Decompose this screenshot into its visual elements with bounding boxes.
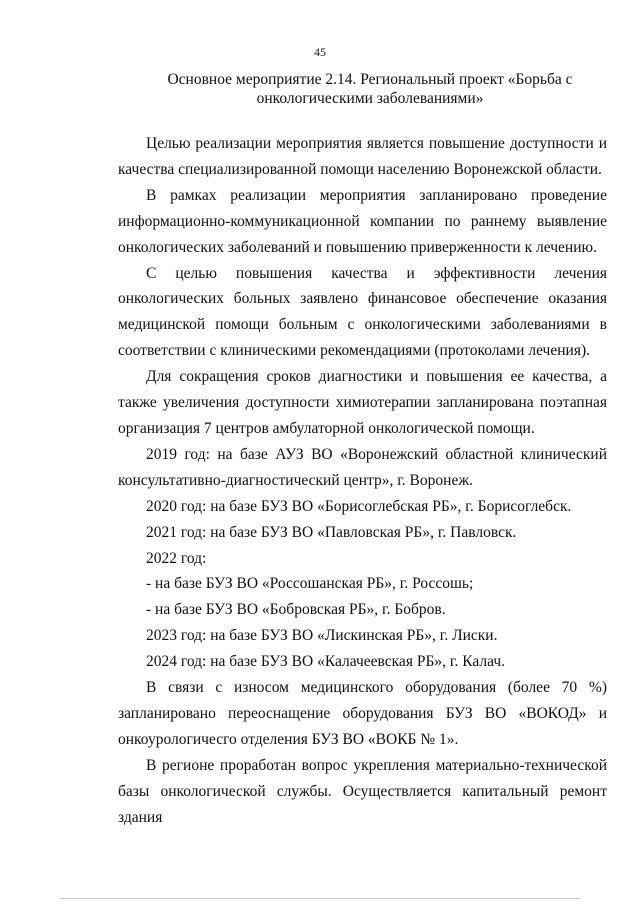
page-number: 45 xyxy=(314,45,326,59)
list-item: - на базе БУЗ ВО «Россошанская РБ», г. Россошь; xyxy=(146,575,474,593)
paragraph: Для сокращения сроков диагностики и повышения ее качества, а также увеличения доступности химиотерапии запланирована поэтапная организация 7 центров амбулаторной онкологической помощи. xyxy=(118,368,607,437)
paragraph: В регионе проработан вопрос укрепления материально-технической базы онкологической службы. Осуществляется капитальный ремонт здания xyxy=(118,756,607,826)
paragraph: 2023 год: на базе БУЗ ВО «Лискинская РБ», г. Лиски. xyxy=(146,627,498,645)
paragraph: В рамках реализации мероприятия запланировано проведение информационно-коммуникационной компании по раннему выявление онкологических заболеваний и повышению приверженности к лечению. xyxy=(118,186,607,256)
body-text xyxy=(118,131,607,830)
paragraph: 2019 год: на базе АУЗ ВО «Воронежский областной клинический консультативно-диагностический центр», г. Воронеж. xyxy=(118,445,607,489)
paragraph: 2022 год: xyxy=(146,549,207,567)
page-bottom-divider xyxy=(60,898,580,899)
paragraph: Целью реализации мероприятия является повышение доступности и качества специализированной помощи населению Воронежской области. xyxy=(118,135,607,178)
paragraph: 2020 год: на базе БУЗ ВО «Борисоглебская РБ», г. Борисоглебск. xyxy=(146,497,572,515)
paragraph: В связи с износом медицинского оборудования (более 70 %) запланировано переоснащение оборудования БУЗ ВО «ВОКОД» и онкоурологичесго отделения БУЗ ВО «ВОКБ № 1». xyxy=(118,679,607,748)
section-heading: Основное мероприятие 2.14. Региональный проект «Борьба с онкологическими заболеваниями» xyxy=(167,71,573,107)
list-item: - на базе БУЗ ВО «Бобровская РБ», г. Бобров. xyxy=(146,601,446,619)
paragraph: С целью повышения качества и эффективности лечения онкологических больных заявлено финансовое обеспечение оказания медицинской помощи больным с онкологическими заболеваниями в соответствии с клиническими рекомендациями (протоколами лечения). xyxy=(118,264,607,360)
paragraph: 2021 год: на базе БУЗ ВО «Павловская РБ», г. Павловск. xyxy=(146,523,517,541)
paragraph: 2024 год: на базе БУЗ ВО «Калачеевская РБ», г. Калач. xyxy=(146,653,506,671)
